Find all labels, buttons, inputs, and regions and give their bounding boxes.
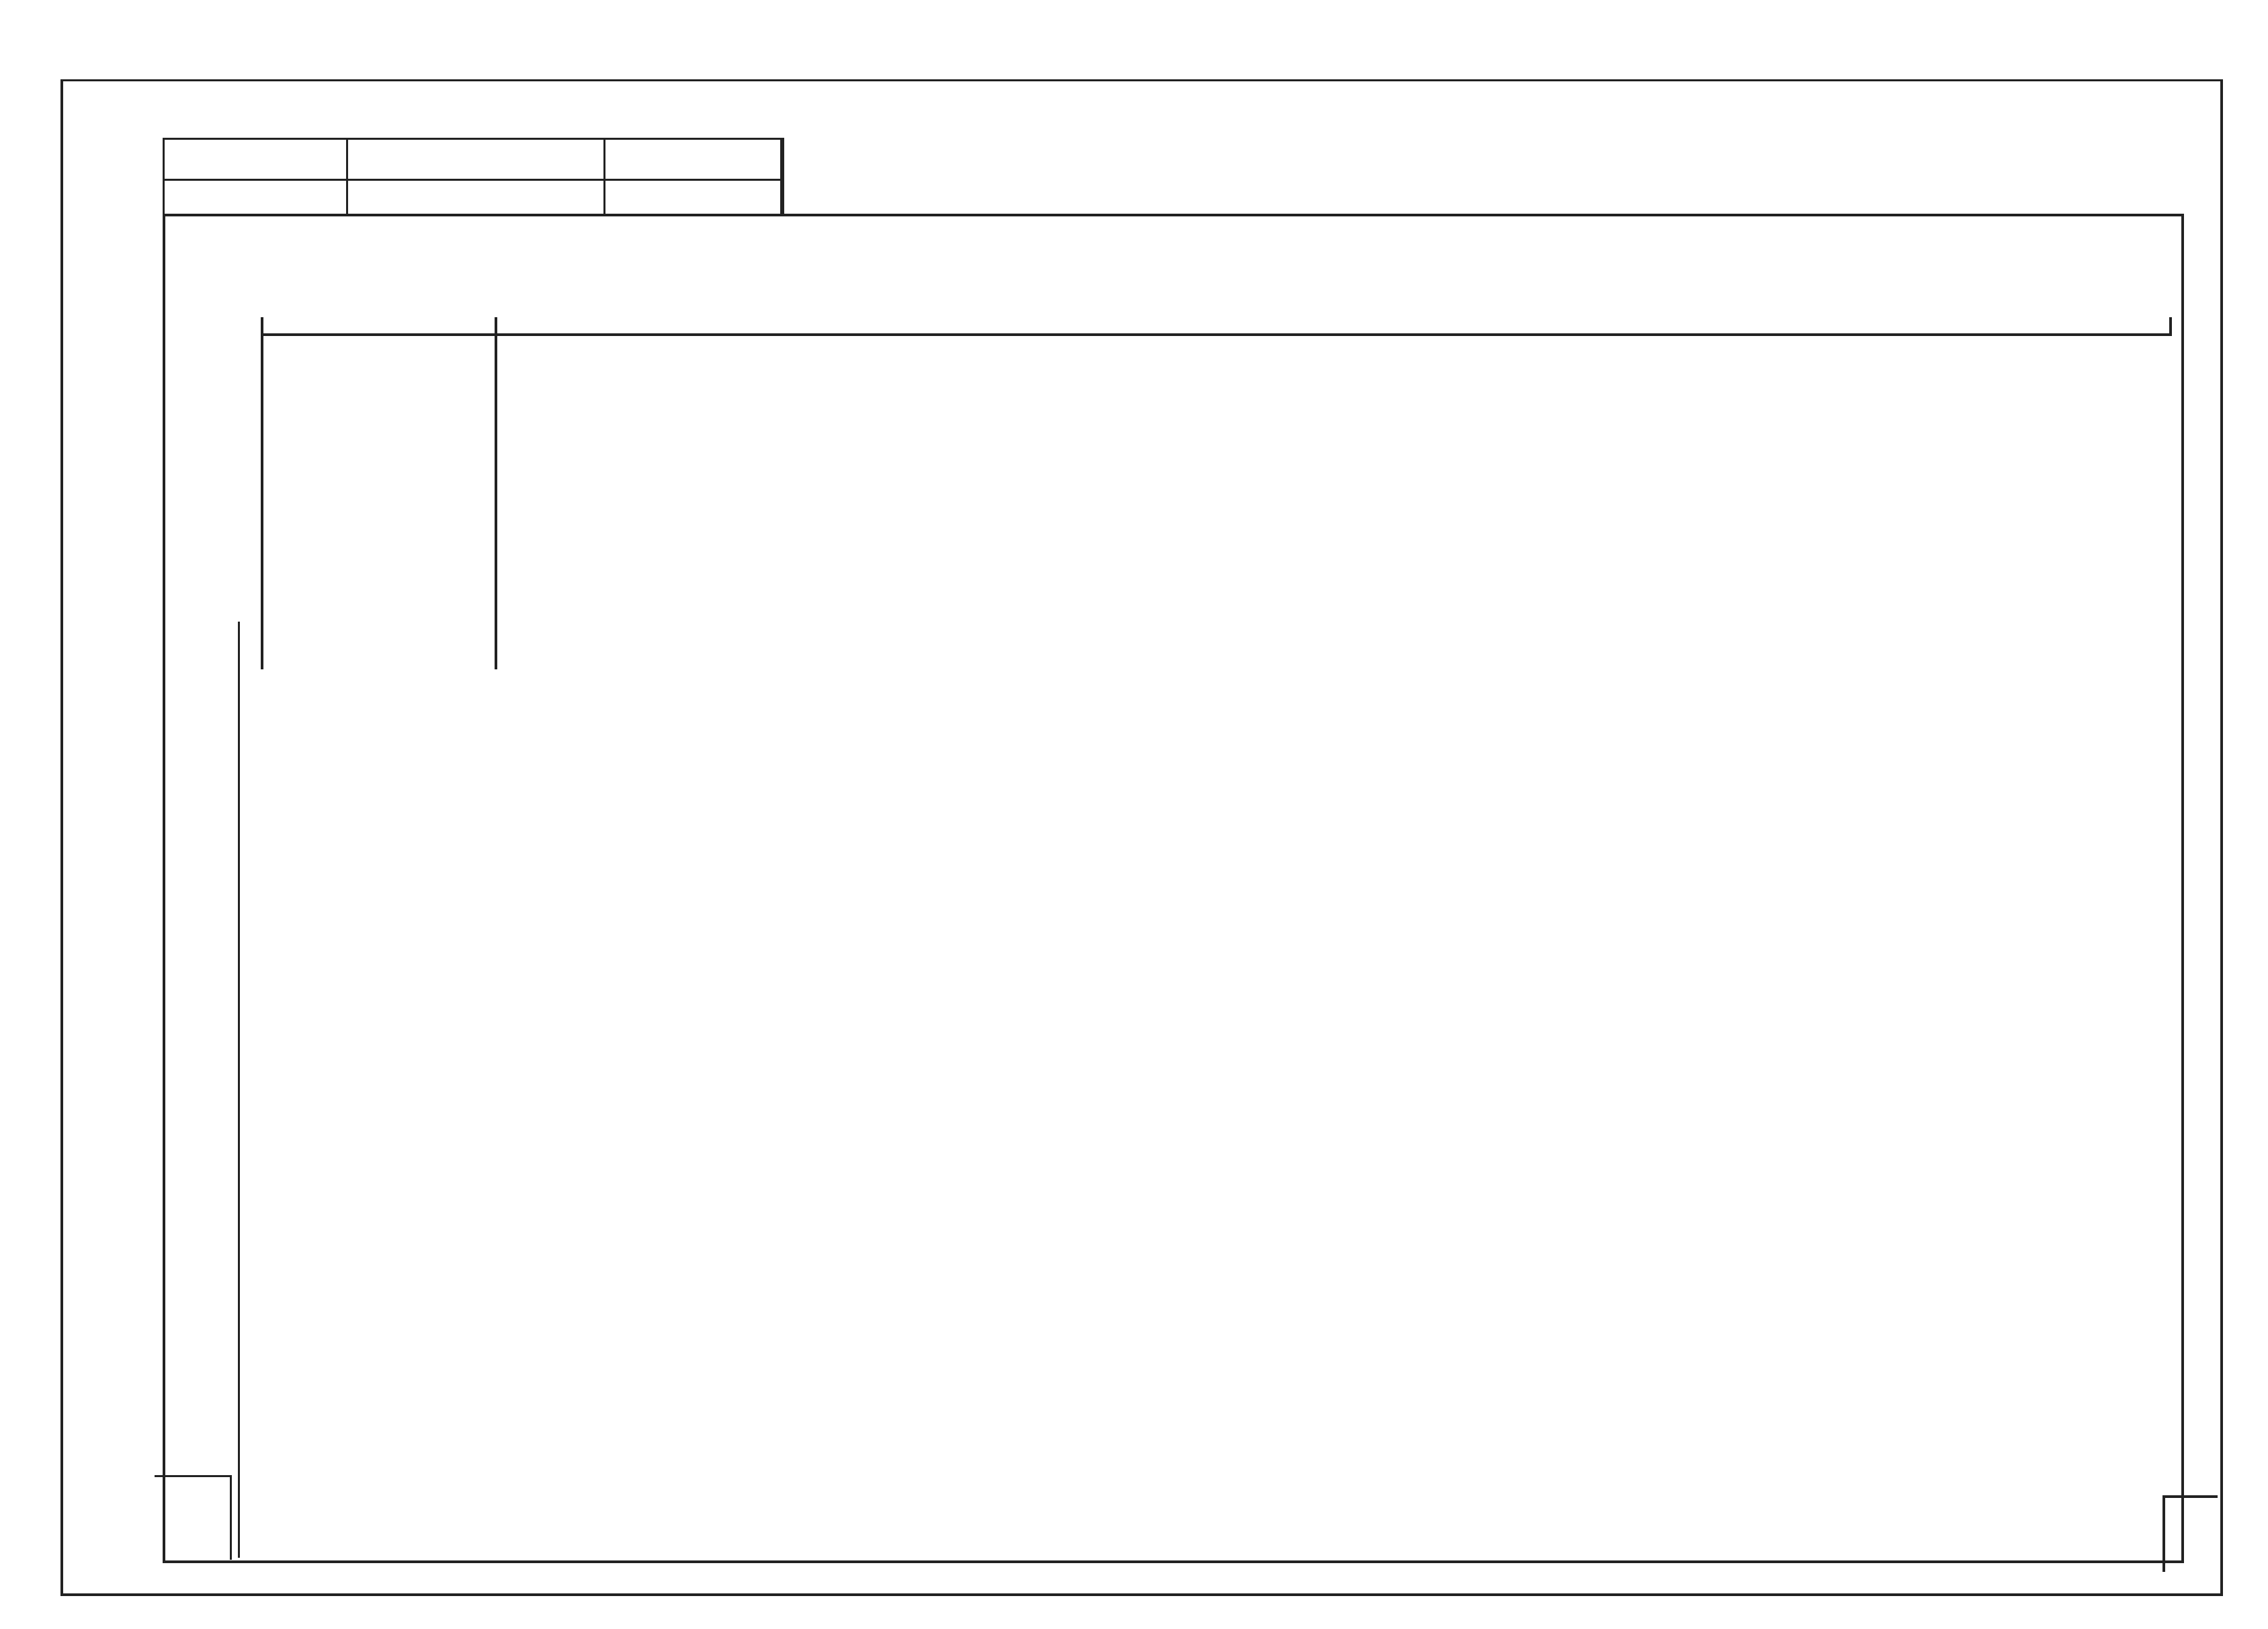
stamp-inv-cell [165, 140, 348, 214]
stamp-block [163, 138, 784, 214]
section-number [262, 317, 496, 335]
section-text [496, 317, 2171, 335]
sheet-box [155, 1475, 232, 1560]
stamp-sign-cell [348, 140, 605, 214]
example-row [262, 335, 2171, 669]
side-code-box [168, 790, 235, 1126]
summary-table [261, 317, 2172, 669]
section-row [262, 317, 2171, 335]
page-number-box [2162, 1495, 2218, 1572]
stamp-vzam-cell [605, 140, 782, 214]
